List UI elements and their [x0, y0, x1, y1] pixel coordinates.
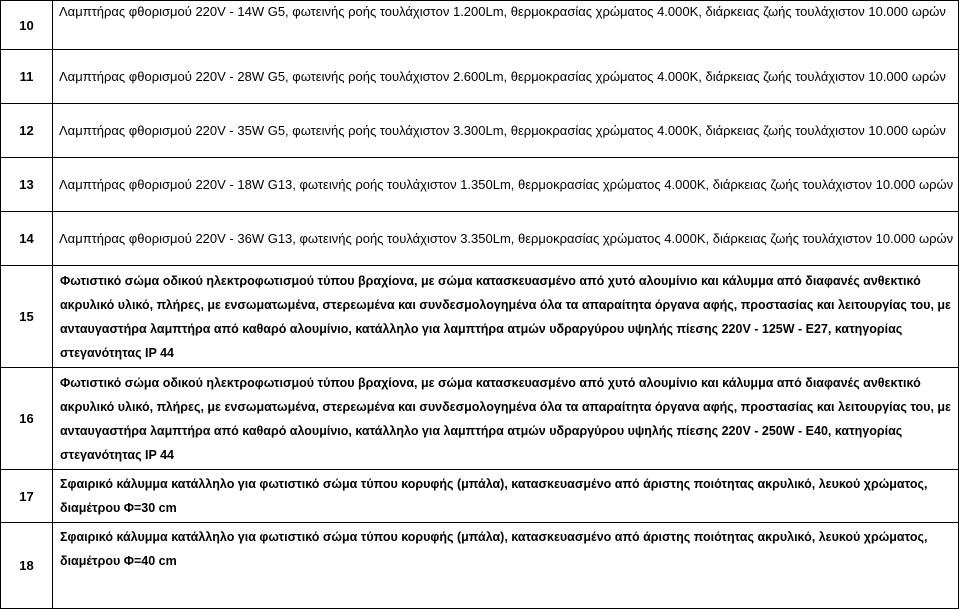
row-description: Λαμπτήρας φθορισμού 220V - 35W G5, φωτεινής ροής τουλάχιστον 3.300Lm, θερμοκρασίας χρώματος 4.000K, διάρκειας ζωής τουλάχιστον 10.000 ωρών — [53, 104, 959, 158]
table-row — [1, 104, 959, 158]
row-number: 12 — [1, 104, 53, 158]
row-number: 10 — [1, 1, 53, 50]
row-number: 17 — [1, 470, 53, 523]
row-number: 16 — [1, 368, 53, 470]
row-description: Λαμπτήρας φθορισμού 220V - 36W G13, φωτεινής ροής τουλάχιστον 3.350Lm, θερμοκρασίας χρώματος 4.000K, διάρκειας ζωής τουλάχιστον 10.000 ωρών — [53, 212, 959, 266]
table-row — [1, 158, 959, 212]
row-number: 13 — [1, 158, 53, 212]
row-number: 15 — [1, 266, 53, 368]
table-row — [1, 266, 959, 368]
table-row — [1, 368, 959, 470]
table-row — [1, 212, 959, 266]
row-number: 14 — [1, 212, 53, 266]
row-description: Σφαιρικό κάλυμμα κατάλληλο για φωτιστικό σώμα τύπου κορυφής (μπάλα), κατασκευασμένο από άριστης ποιότητας ακρυλικό, λευκού χρώματος, διαμέτρου Φ=30 cm — [53, 470, 959, 523]
row-description: Λαμπτήρας φθορισμού 220V - 28W G5, φωτεινής ροής τουλάχιστον 2.600Lm, θερμοκρασίας χρώματος 4.000K, διάρκειας ζωής τουλάχιστον 10.000 ωρών — [53, 50, 959, 104]
row-description: Φωτιστικό σώμα οδικού ηλεκτροφωτισμού τύπου βραχίονα, με σώμα κατασκευασμένο από χυτό αλουμίνιο και κάλυμμα από διαφανές ανθεκτικό ακρυλικό υλικό, πλήρες, με ενσωματωμένα, στερεωμένα και συνδεσμολογημένα όλα τα απαραίτητα όργανα αφής, προστασίας και λειτουργίας του, με ανταυγαστήρα λαμπτήρα από καθαρό αλουμίνιο, κατάλληλο για λαμπτήρα ατμών υδραργύρου υψηλής πίεσης 220V - 250W - E40, κατηγορίας στεγανότητας IP 44 — [53, 368, 959, 470]
row-description: Λαμπτήρας φθορισμού 220V - 14W G5, φωτεινής ροής τουλάχιστον 1.200Lm, θερμοκρασίας χρώματος 4.000K, διάρκειας ζωής τουλάχιστον 10.000 ωρών — [53, 1, 959, 50]
table-row — [1, 470, 959, 523]
table-row — [1, 1, 959, 50]
row-description: Λαμπτήρας φθορισμού 220V - 18W G13, φωτεινής ροής τουλάχιστον 1.350Lm, θερμοκρασίας χρώματος 4.000K, διάρκειας ζωής τουλάχιστον 10.000 ωρών — [53, 158, 959, 212]
row-number: 11 — [1, 50, 53, 104]
row-description: Σφαιρικό κάλυμμα κατάλληλο για φωτιστικό σώμα τύπου κορυφής (μπάλα), κατασκευασμένο από άριστης ποιότητας ακρυλικό, λευκού χρώματος, διαμέτρου Φ=40 cm — [53, 523, 959, 609]
row-number: 18 — [1, 523, 53, 609]
row-description: Φωτιστικό σώμα οδικού ηλεκτροφωτισμού τύπου βραχίονα, με σώμα κατασκευασμένο από χυτό αλουμίνιο και κάλυμμα από διαφανές ανθεκτικό ακρυλικό υλικό, πλήρες, με ενσωματωμένα, στερεωμένα και συνδεσμολογημένα όλα τα απαραίτητα όργανα αφής, προστασίας και λειτουργίας του, με ανταυγαστήρα λαμπτήρα από καθαρό αλουμίνιο, κατάλληλο για λαμπτήρα ατμών υδραργύρου υψηλής πίεσης 220V - 125W - E27, κατηγορίας στεγανότητας IP 44 — [53, 266, 959, 368]
table-row — [1, 523, 959, 609]
table-row — [1, 50, 959, 104]
